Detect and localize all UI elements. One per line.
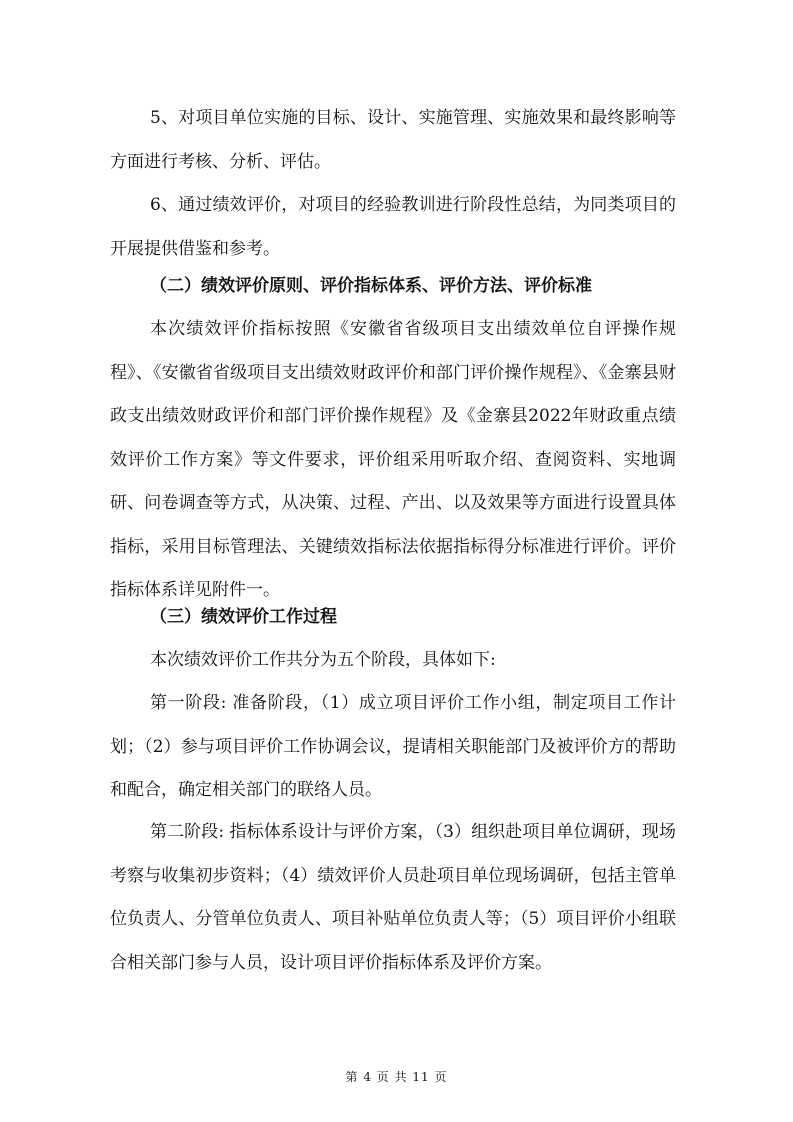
paragraph-stage-1: 第一阶段: 准备阶段，（1）成立项目评价工作小组，制定项目工作计划；（2）参与项目评价工作协调会议，提请相关职能部门及被评价方的帮助和配合，确定相关部门的联络人员。 [110, 693, 676, 800]
paragraph-item-6: 6、通过绩效评价，对项目的经验教训进行阶段性总结，为同类项目的开展提供借鉴和参考。 [110, 195, 676, 259]
paragraph-stages-intro: 本次绩效评价工作共分为五个阶段，具体如下: [150, 650, 496, 670]
paragraph-item-5: 5、对项目单位实施的目标、设计、实施管理、实施效果和最终影响等方面进行考核、分析、评估。 [110, 108, 676, 172]
page-footer [0, 1068, 793, 1085]
section-heading-2: （二）绩效评价原则、评价指标体系、评价方法、评价标准 [150, 276, 592, 296]
page-number: 第 4 页 共 11 页 [345, 1070, 448, 1084]
section-heading-3: （三）绩效评价工作过程 [150, 607, 337, 627]
paragraph-stage-2: 第二阶段: 指标体系设计与评价方案，（3）组织赴项目单位调研，现场考察与收集初步资料；（4）绩效评价人员赴项目单位现场调研，包括主管单位负责人、分管单位负责人、项目补贴单位负责人等；（5）项目评价小组联合相关部门参与人员，设计项目评价指标体系及评价方案。 [110, 822, 676, 973]
paragraph-evaluation-principles: 本次绩效评价指标按照《安徽省省级项目支出绩效单位自评操作规程》、《安徽省省级项目支出绩效财政评价和部门评价操作规程》、《金寨县财政支出绩效财政评价和部门评价操作规程》及《金寨县2022年财政重点绩效评价工作方案》等文件要求，评价组采用听取介绍、查阅资料、实地调研、问卷调查等方式，从决策、过程、产出、以及效果等方面进行设置具体指标，采用目标管理法、关键绩效指标法依据指标得分标准进行评价。评价指标体系详见附件一。 [110, 319, 676, 600]
